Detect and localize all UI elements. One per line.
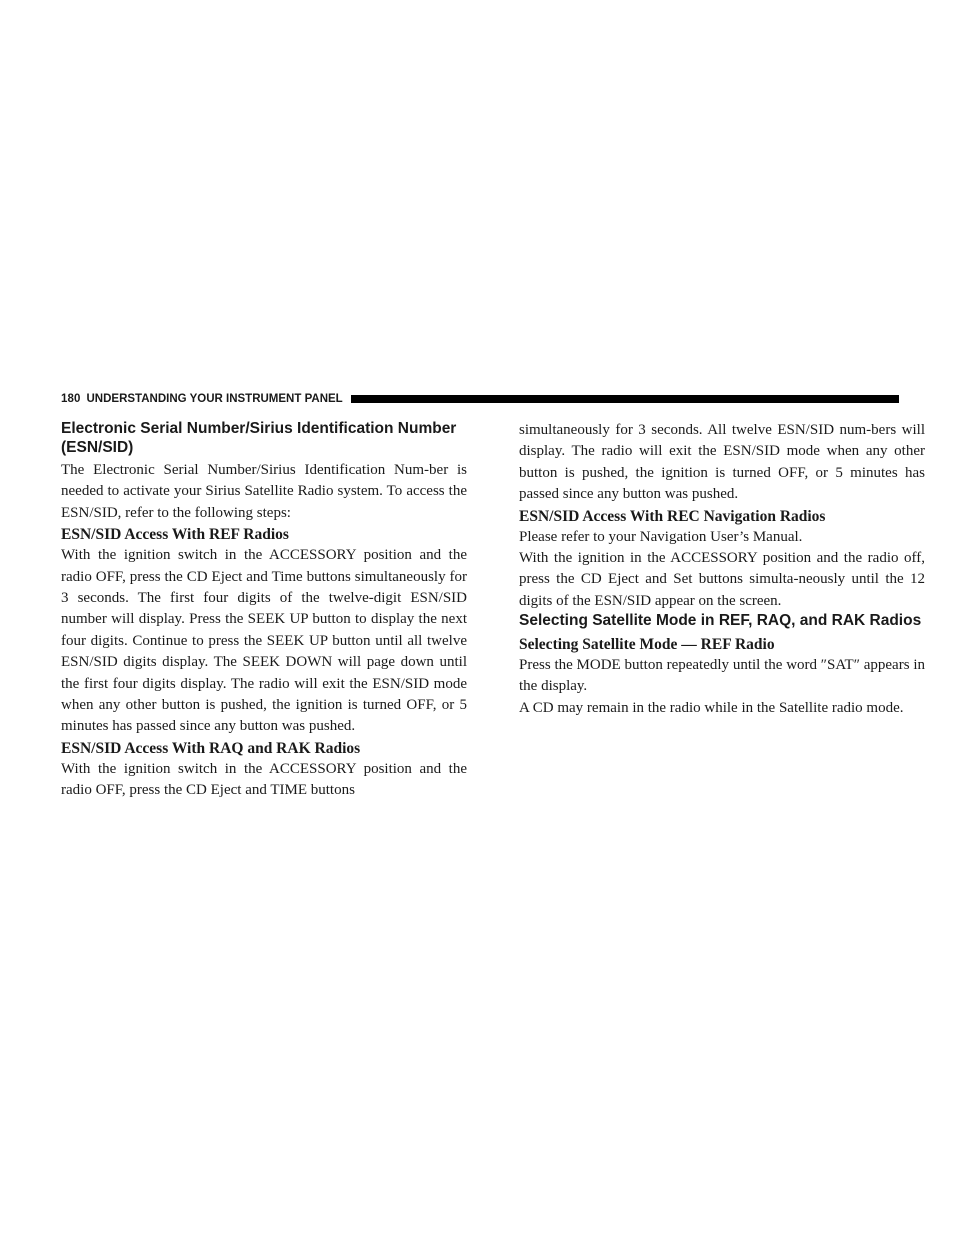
ref-radios-heading: ESN/SID Access With REF Radios bbox=[61, 526, 289, 544]
rec-navigation-body-2: With the ignition in the ACCESSORY position and the radio off, press the CD Eject and Set buttons simulta-neously until the 12 digits of the ESN/SID appear on the screen. bbox=[519, 550, 925, 609]
section-title: UNDERSTANDING YOUR INSTRUMENT PANEL bbox=[86, 393, 343, 405]
raq-rak-body: With the ignition switch in the ACCESSORY position and the radio OFF, press the CD Eject and TIME buttons bbox=[61, 760, 467, 799]
left-column bbox=[61, 420, 467, 802]
rec-navigation-heading: ESN/SID Access With REC Navigation Radios bbox=[519, 507, 826, 525]
esn-sid-intro: The Electronic Serial Number/Sirius Identification Num-ber is needed to activate your Sirius Satellite Radio system. To access the ESN/SID, refer to the following steps: bbox=[61, 462, 467, 521]
right-column bbox=[519, 420, 925, 719]
satellite-mode-ref-body: Press the MODE button repeatedly until the word ″SAT″ appears in the display. bbox=[519, 656, 925, 695]
esn-sid-heading: Electronic Serial Number/Sirius Identification Number (ESN/SID) bbox=[61, 420, 457, 456]
raq-rak-heading: ESN/SID Access With RAQ and RAK Radios bbox=[61, 739, 361, 757]
ref-radios-body: With the ignition switch in the ACCESSORY position and the radio OFF, press the CD Eject and Time buttons simultaneously for 3 seconds. The first four digits of the twelve-digit ESN/SID number will display. Press the SEEK UP button to display the next four digits. Continue to press the SEEK UP button until all twelve ESN/SID digits display. The SEEK DOWN will page down until the first four digits display. The radio will exit the ESN/SID mode when any other button is pushed, the ignition is turned OFF, or 5 minutes has passed since any button was pushed. bbox=[61, 547, 467, 735]
satellite-cd-note: A CD may remain in the radio while in the Satellite radio mode. bbox=[519, 699, 904, 716]
raq-rak-body-continued: simultaneously for 3 seconds. All twelve ESN/SID num-bers will display. The radio will exit the ESN/SID mode when any other button is pushed, the ignition is turned OFF, or 5 minutes has passed since any button was pushed. bbox=[519, 422, 925, 503]
satellite-mode-ref-heading: Selecting Satellite Mode — REF Radio bbox=[519, 635, 775, 653]
rec-navigation-body-1: Please refer to your Navigation User’s Manual. bbox=[519, 528, 803, 545]
page-header bbox=[61, 392, 899, 406]
page-number: 180 bbox=[61, 393, 81, 405]
header-rule bbox=[351, 395, 899, 403]
satellite-mode-heading: Selecting Satellite Mode in REF, RAQ, and RAK Radios bbox=[519, 612, 922, 630]
